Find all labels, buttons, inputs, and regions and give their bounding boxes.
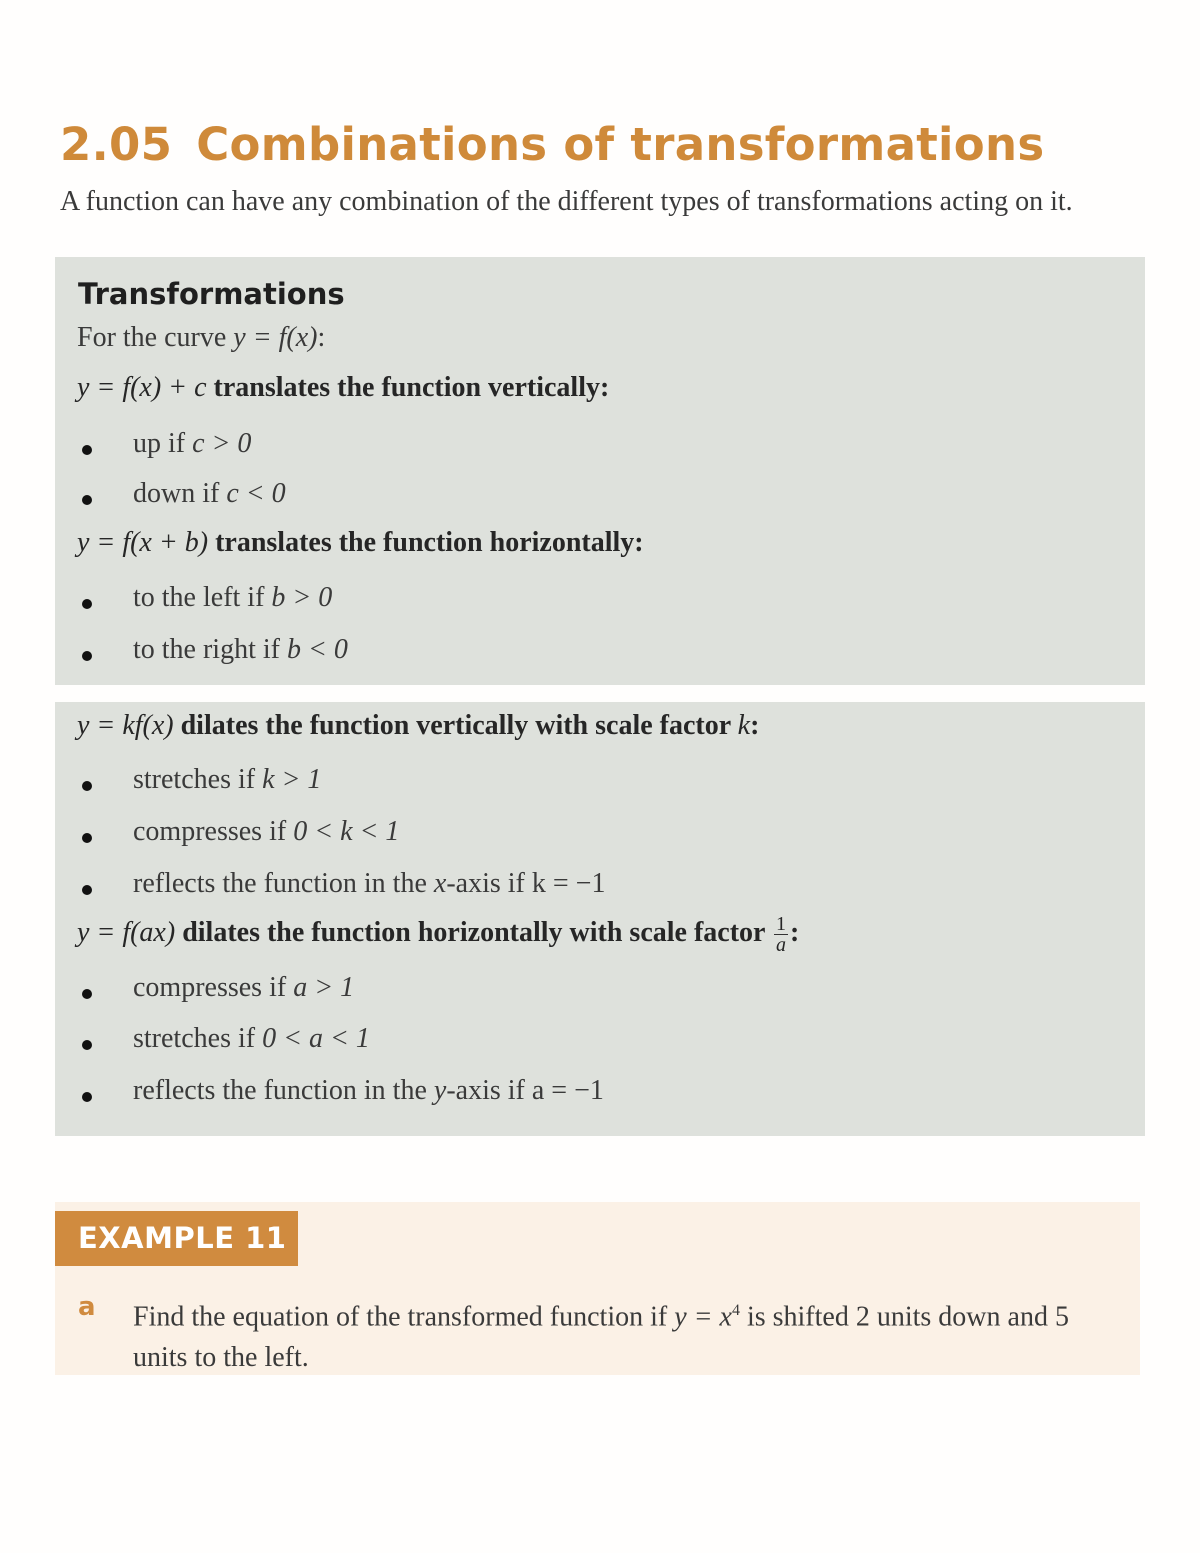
section-title-text: Combinations of transformations	[196, 118, 1045, 171]
list-item	[133, 478, 286, 510]
item-text: up if	[133, 428, 193, 459]
rule-horizontal-dilation	[77, 914, 799, 955]
bullet-icon	[82, 781, 92, 791]
question-exponent: 4	[731, 1302, 740, 1319]
rule-vertical-dilation	[77, 710, 759, 742]
item-math: y	[433, 1075, 447, 1106]
item-text: stretches if	[133, 764, 263, 795]
list-item	[133, 816, 399, 848]
bullet-icon	[82, 651, 92, 661]
list-item	[133, 972, 354, 1004]
curve-text: For the curve	[77, 322, 234, 353]
rule-text: dilates the function vertically with scale factor	[173, 710, 738, 741]
bullet-icon	[82, 445, 92, 455]
item-text: down if	[133, 478, 227, 509]
item-math: 0 < k < 1	[293, 816, 400, 847]
fraction-numerator: 1	[775, 913, 786, 935]
item-text: compresses if	[133, 972, 294, 1003]
bullet-icon	[82, 495, 92, 505]
rule-text: translates the function horizontally:	[208, 527, 644, 558]
rule-horizontal-translation	[77, 527, 644, 559]
question-end: is shifted 2 units down and 5 units to the left.	[133, 1301, 1069, 1374]
item-math: k > 1	[262, 764, 322, 795]
list-item	[133, 634, 348, 666]
bullet-icon	[82, 1040, 92, 1050]
item-text: stretches if	[133, 1023, 263, 1054]
rule-text: dilates the function horizontally with scale factor	[175, 916, 772, 948]
item-text: reflects the function in the	[133, 868, 434, 899]
bullet-icon	[82, 885, 92, 895]
rule-math: y = kf(x)	[77, 710, 174, 741]
bullet-icon	[82, 989, 92, 999]
item-math: c > 0	[192, 428, 252, 459]
list-item	[133, 1023, 370, 1055]
question-start: Find the equation of the transformed function if	[133, 1301, 675, 1333]
section-title	[60, 118, 1044, 171]
item-tail: -axis if k = −1	[446, 868, 606, 899]
rule-math: y = f(ax)	[77, 916, 176, 948]
fraction-denominator: a	[775, 934, 786, 956]
item-text: compresses if	[133, 816, 294, 847]
curve-end: :	[317, 322, 326, 353]
rule-var: k	[737, 710, 751, 741]
rule-end: :	[789, 916, 800, 948]
item-math: x	[433, 868, 447, 899]
list-item	[133, 428, 251, 460]
item-text: to the left if	[133, 582, 272, 613]
bullet-icon	[82, 1092, 92, 1102]
curve-definition	[77, 322, 325, 354]
box-heading: Transformations	[78, 277, 345, 311]
rule-end: :	[750, 710, 760, 741]
list-item	[133, 1075, 604, 1107]
rule-math: y = f(x + b)	[77, 527, 209, 558]
rule-vertical-translation	[77, 372, 609, 404]
question-text	[133, 1290, 1103, 1378]
item-math: a > 1	[293, 972, 355, 1003]
list-item	[133, 868, 605, 900]
item-math: 0 < a < 1	[262, 1023, 370, 1054]
item-math: b < 0	[286, 634, 348, 665]
list-item	[133, 582, 332, 614]
curve-math: y = f(x)	[233, 322, 318, 353]
item-math: b > 0	[271, 582, 333, 613]
item-text: reflects the function in the	[133, 1075, 434, 1106]
section-number: 2.05	[60, 118, 173, 171]
rule-math: y = f(x) + c	[77, 372, 207, 403]
rule-text: translates the function vertically:	[206, 372, 610, 403]
intro-paragraph: A function can have any combination of the different types of transformations acting on it.	[60, 186, 1073, 217]
bullet-icon	[82, 599, 92, 609]
list-item	[133, 764, 321, 796]
item-text: to the right if	[133, 634, 287, 665]
item-tail: -axis if a = −1	[446, 1075, 604, 1106]
item-math: c < 0	[226, 478, 286, 509]
bullet-icon	[82, 833, 92, 843]
question-math: y = x	[674, 1301, 732, 1333]
scale-factor-fraction	[774, 914, 788, 955]
example-tag: EXAMPLE 11	[55, 1211, 298, 1266]
question-part-letter: a	[78, 1292, 96, 1322]
